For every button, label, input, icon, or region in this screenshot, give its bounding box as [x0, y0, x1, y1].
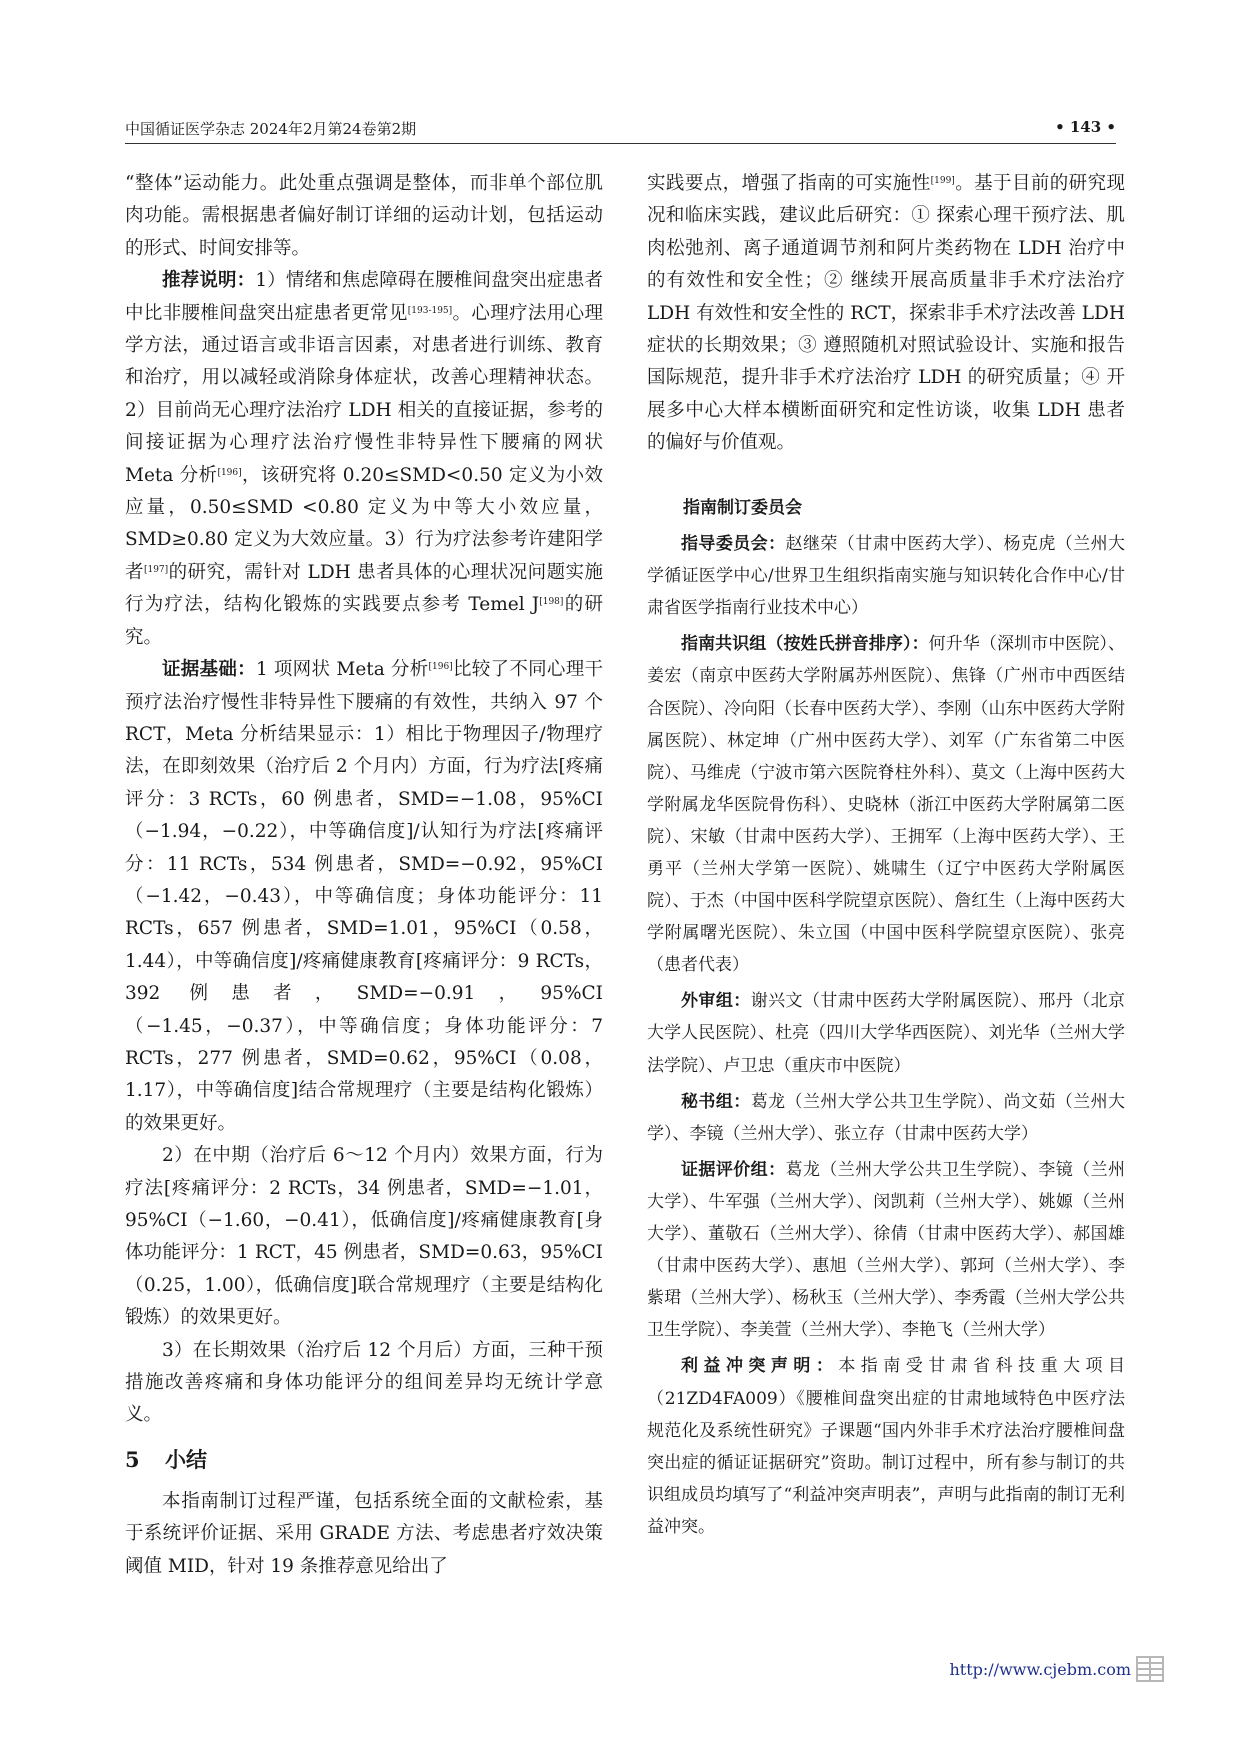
- lead-label: 秘书组：: [681, 1091, 751, 1112]
- lead-label: 证据基础：: [162, 659, 256, 681]
- lead-label: 推荐说明：: [162, 270, 256, 292]
- journal-logo-icon: [1135, 1654, 1165, 1684]
- lead-label: 外审组：: [681, 991, 751, 1012]
- text: 谢兴文（甘肃中医药大学附属医院）、邢丹（北京大学人民医院）、杜亮（四川大学华西医院）、刘光华（兰州大学法学院）、卢卫忠（重庆市中医院）: [647, 991, 1126, 1076]
- paragraph: 2）在中期（治疗后 6～12 个月内）效果方面，行为疗法[疼痛评分：2 RCTs，34 例患者，SMD=−1.01，95%CI（−1.60，−0.41），低确信度]/疼痛健康教育[身体功能评分：1 RCT，45 例患者，SMD=0.63，95%CI（0.25，1.00），低确信度]联合常规理疗（主要是结构化锻炼）的效果更好。: [125, 1145, 603, 1329]
- citation: [193-195]: [407, 305, 453, 316]
- paragraph: 3）在长期效果（治疗后 12 个月后）方面，三种干预措施改善疼痛和身体功能评分的组间差异均无统计学意义。: [125, 1339, 603, 1426]
- committee-evidence: [647, 1154, 1125, 1347]
- lead-label: 指南共识组（按姓氏拼音排序）：: [681, 634, 929, 655]
- lead-label: 利益冲突声明：: [681, 1356, 839, 1377]
- header-rule: [125, 143, 1116, 144]
- left-column: [125, 168, 603, 1583]
- text: 的研究，需针对 LDH 患者具体的心理状况问题实施行为疗法，结构化锻炼的实践要点参考 Temel J: [125, 561, 603, 616]
- paragraph: 本指南制订过程严谨，包括系统全面的文献检索，基于系统评价证据、采用 GRADE 方法、考虑患者疗效决策阈值 MID，针对 19 条推荐意见给出了: [125, 1490, 603, 1577]
- text: 。基于目前的研究现况和临床实践，建议此后研究：① 探索心理干预疗法、肌肉松弛剂、离子通道调节剂和阿片类药物在 LDH 治疗中的有效性和安全性；② 继续开展高质量非手术疗法治疗 LDH 有效性和安全性的 RCT，探索非手术疗法改善 LDH 症状的长期效果；③ 遵照随机对照试验设计、实施和报告国际规范，提升非手术疗法治疗 LDH 的研究质量；④ 开展多中心大样本横断面研究和定性访谈，收集 LDH 患者的偏好与价值观。: [647, 173, 1125, 454]
- paragraph: [647, 168, 1125, 460]
- text: 的研究。: [125, 594, 603, 648]
- text: 葛龙（兰州大学公共卫生学院）、李镜（兰州大学）、牛军强（兰州大学）、闵凯莉（兰州大学）、姚嫄（兰州大学）、董敬石（兰州大学）、徐倩（甘肃中医药大学）、郝国雄（甘肃中医药大学）、惠旭（兰州大学）、郭珂（兰州大学）、李紫珺（兰州大学）、杨秋玉（兰州大学）、李秀霞（兰州大学公共卫生学院）、李美萱（兰州大学）、李艳飞（兰州大学）: [647, 1159, 1126, 1341]
- section-heading: [125, 1444, 603, 1476]
- text: ，该研究将 0.20≤SMD<0.50 定义为小效应量，0.50≤SMD <0.80 定义为中等大小效应量，SMD≥0.80 定义为大效应量。3）行为疗法参考许建阳学者: [125, 464, 603, 583]
- right-column: [647, 168, 1125, 1543]
- text: 1 项网状 Meta 分析: [255, 659, 429, 681]
- text: 1）情绪和焦虑障碍在腰椎间盘突出症患者中比非腰椎间盘突出症患者更常见: [125, 270, 603, 324]
- lead-label: 证据评价组：: [681, 1159, 786, 1180]
- paragraph-recommendation-notes: [125, 265, 603, 654]
- text: 比较了不同心理干预疗法治疗慢性非特异性下腰痛的有效性，共纳入 97 个 RCT，Meta 分析结果显示：1）相比于物理因子/物理疗法，在即刻效果（治疗后 2 个月内）方面，行为疗法[疼痛评分：3 RCTs，60 例患者，SMD=−1.08，95%CI（−1.94，−0.22），中等确信度]/认知行为疗法[疼痛评分：11 RCTs，534 例患者，SMD=−0.92，95%CI（−1.42，−0.43），中等确信度；身体功能评分：11 RCTs，657 例患者，SMD=1.01，95%CI（0.58，1.44），中等确信度]/疼痛健康教育[疼痛评分：9 RCTs，392 例患者，SMD=−0.91，95%CI（−1.45，−0.37），中等确信度；身体功能评分：7 RCTs，277 例患者，SMD=0.62，95%CI（0.08，1.17），中等确信度]结合常规理疗（主要是结构化锻炼）的效果更好。: [125, 659, 603, 1134]
- committee-secretariat: [647, 1086, 1125, 1150]
- citation: [196]: [428, 662, 453, 673]
- conflict-of-interest: [647, 1350, 1125, 1543]
- committee-heading: 指南制订委员会: [683, 497, 802, 518]
- text: 葛龙（兰州大学公共卫生学院）、尚文茹（兰州大学）、李镜（兰州大学）、张立存（甘肃中医药大学）: [647, 1091, 1126, 1144]
- citation: [196]: [217, 467, 242, 478]
- page-number: • 143 •: [1055, 118, 1116, 136]
- section-number: 5: [125, 1446, 140, 1472]
- citation: [199]: [930, 176, 955, 186]
- running-header-journal: 中国循证医学杂志 2024年2月第24卷第2期: [125, 120, 417, 138]
- citation: [198]: [539, 597, 564, 608]
- journal-url-link[interactable]: http://www.cjebm.com: [949, 1660, 1131, 1679]
- paragraph-evidence-basis: [125, 654, 603, 1140]
- committee-external-review: [647, 985, 1125, 1081]
- text: 实践要点，增强了指南的可实施性: [647, 173, 931, 194]
- text: 何升华（深圳市中医院）、姜宏（南京中医药大学附属苏州医院）、焦锋（广州市中西医结合医院）、冷向阳（长春中医药大学）、李刚（山东中医药大学附属医院）、林定坤（广州中医药大学）、刘军（广东省第二中医院）、马维虎（宁波市第六医院脊柱外科）、莫文（上海中医药大学附属龙华医院骨伤科）、史晓林（浙江中医药大学附属第二医院）、宋敏（甘肃中医药大学）、王拥军（上海中医药大学）、王勇平（兰州大学第一医院）、姚啸生（辽宁中医药大学附属医院）、于杰（中国中医科学院望京医院）、詹红生（上海中医药大学附属曙光医院）、朱立国（中国中医科学院望京医院）、张亮（患者代表）: [647, 634, 1126, 976]
- citation: [197]: [143, 564, 169, 575]
- lead-label: 指导委员会：: [681, 534, 786, 555]
- paragraph: “整体”运动能力。此处重点强调是整体，而非单个部位肌肉功能。需根据患者偏好制订详细的运动计划，包括运动的形式、时间安排等。: [125, 173, 603, 259]
- committee-consensus: [647, 628, 1125, 981]
- text: 赵继荣（甘肃中医药大学）、杨克虎（兰州大学循证医学中心/世界卫生组织指南实施与知识转化合作中心/甘肃省医学指南行业技术中心）: [647, 534, 1126, 619]
- text: 本指南受甘肃省科技重大项目（21ZD4FA009）《腰椎间盘突出症的甘肃地域特色中医疗法规范化及系统性研究》子课题“国内外非手术疗法治疗腰椎间盘突出症的循证证据研究”资助。制订过程中，所有参与制订的共识组成员均填写了“利益冲突声明表”，声明与此指南的制订无利益冲突。: [647, 1356, 1126, 1537]
- text: 。心理疗法用心理学方法，通过语言或非语言因素，对患者进行训练、教育和治疗，用以减轻或消除身体症状，改善心理精神状态。2）目前尚无心理疗法治疗 LDH 相关的直接证据，参考的间接证据为心理疗法治疗慢性非特异性下腰痛的网状 Meta 分析: [125, 302, 603, 486]
- section-title: 小结: [165, 1446, 207, 1472]
- committee-steering: [647, 528, 1125, 624]
